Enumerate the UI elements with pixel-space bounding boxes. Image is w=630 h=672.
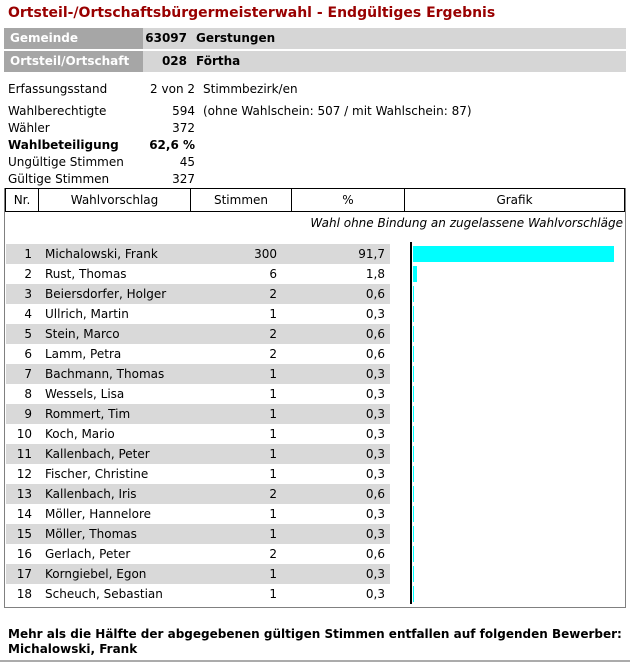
info-band-name: Förtha — [196, 54, 241, 68]
info-band-value — [143, 28, 626, 49]
candidate-nr: 15 — [16, 527, 32, 541]
candidate-percent: 0,3 — [365, 567, 385, 581]
candidate-percent: 0,6 — [365, 547, 385, 561]
candidate-bar — [413, 506, 414, 522]
candidate-bar — [413, 586, 414, 602]
candidate-bar — [413, 546, 414, 562]
info-band-code: 028 — [161, 54, 187, 68]
stat-value: 327 — [172, 172, 195, 186]
candidate-nr: 7 — [24, 367, 32, 381]
candidate-percent: 91,7 — [358, 247, 385, 261]
candidate-name: Kallenbach, Iris — [45, 487, 137, 501]
candidate-bar — [413, 566, 414, 582]
candidate-votes: 2 — [269, 327, 277, 341]
candidate-row-band — [6, 564, 390, 584]
candidate-nr: 5 — [24, 327, 32, 341]
candidate-bar — [413, 406, 414, 422]
candidate-name: Möller, Hannelore — [45, 507, 152, 521]
candidate-name: Michalowski, Frank — [45, 247, 158, 261]
candidate-nr: 9 — [24, 407, 32, 421]
table-header-cell: Nr. — [5, 188, 39, 212]
candidate-row-band — [6, 244, 390, 264]
candidate-nr: 1 — [24, 247, 32, 261]
candidate-percent: 0,3 — [365, 367, 385, 381]
candidate-row — [6, 464, 626, 484]
candidate-name: Koch, Mario — [45, 427, 115, 441]
table-note: Wahl ohne Bindung an zugelassene Wahlvorschläge — [310, 216, 623, 230]
candidate-bar — [413, 466, 414, 482]
candidate-votes: 1 — [269, 367, 277, 381]
stat-value: 372 — [172, 121, 195, 135]
candidate-percent: 1,8 — [365, 267, 385, 281]
candidate-bar — [413, 266, 417, 282]
candidate-bar — [413, 446, 414, 462]
stat-line — [0, 81, 630, 97]
candidate-nr: 4 — [24, 307, 32, 321]
info-band-value — [143, 51, 626, 72]
candidate-row — [6, 444, 626, 464]
candidate-votes: 2 — [269, 547, 277, 561]
candidate-bar — [413, 386, 414, 402]
candidate-percent: 0,3 — [365, 387, 385, 401]
candidate-nr: 8 — [24, 387, 32, 401]
stat-note: (ohne Wahlschein: 507 / mit Wahlschein: 87) — [203, 104, 472, 118]
candidate-votes: 6 — [269, 267, 277, 281]
candidate-row — [6, 544, 626, 564]
info-band-name: Gerstungen — [196, 31, 276, 45]
candidate-name: Scheuch, Sebastian — [45, 587, 163, 601]
candidate-percent: 0,3 — [365, 527, 385, 541]
candidate-bar — [413, 486, 414, 502]
candidate-name: Ullrich, Martin — [45, 307, 129, 321]
candidate-votes: 2 — [269, 347, 277, 361]
stat-line — [0, 137, 630, 153]
stat-label: Wähler — [8, 121, 50, 135]
stat-line — [0, 103, 630, 119]
candidate-rows — [6, 244, 626, 604]
candidate-row-band — [6, 584, 390, 604]
candidate-nr: 13 — [16, 487, 32, 501]
candidate-row — [6, 364, 626, 384]
candidate-row-band — [6, 484, 390, 504]
candidate-row-band — [6, 284, 390, 304]
candidate-row — [6, 564, 626, 584]
candidate-row-band — [6, 344, 390, 364]
candidate-percent: 0,3 — [365, 407, 385, 421]
candidate-row-band — [6, 464, 390, 484]
candidate-name: Stein, Marco — [45, 327, 120, 341]
table-header-cell: Wahlvorschlag — [38, 188, 191, 212]
candidate-percent: 0,3 — [365, 467, 385, 481]
candidate-name: Rust, Thomas — [45, 267, 127, 281]
candidate-percent: 0,6 — [365, 347, 385, 361]
stat-value: 45 — [179, 155, 195, 169]
results-table — [4, 188, 626, 608]
candidate-votes: 1 — [269, 507, 277, 521]
info-band-label: Gemeinde — [4, 28, 143, 49]
stat-value: 62,6 % — [149, 138, 195, 152]
candidate-name: Rommert, Tim — [45, 407, 131, 421]
candidate-name: Beiersdorfer, Holger — [45, 287, 167, 301]
candidate-row — [6, 484, 626, 504]
candidate-name: Wessels, Lisa — [45, 387, 125, 401]
candidate-name: Fischer, Christine — [45, 467, 149, 481]
candidate-bar — [413, 346, 414, 362]
candidate-nr: 17 — [16, 567, 32, 581]
candidate-percent: 0,3 — [365, 507, 385, 521]
candidate-name: Lamm, Petra — [45, 347, 122, 361]
page-title: Ortsteil-/Ortschaftsbürgermeisterwahl - Endgültiges Ergebnis — [8, 5, 496, 21]
table-header-cell: Grafik — [404, 188, 625, 212]
candidate-row-band — [6, 364, 390, 384]
candidate-row — [6, 384, 626, 404]
candidate-nr: 2 — [24, 267, 32, 281]
candidate-bar — [413, 426, 414, 442]
candidate-percent: 0,3 — [365, 587, 385, 601]
info-band-code: 63097 — [145, 31, 187, 45]
candidate-percent: 0,3 — [365, 447, 385, 461]
candidate-name: Gerlach, Peter — [45, 547, 131, 561]
candidate-row — [6, 524, 626, 544]
candidate-name: Möller, Thomas — [45, 527, 137, 541]
candidate-nr: 14 — [16, 507, 32, 521]
stat-line — [0, 154, 630, 170]
candidate-row-band — [6, 384, 390, 404]
candidate-row-band — [6, 324, 390, 344]
candidate-bar — [413, 286, 414, 302]
candidate-row-band — [6, 444, 390, 464]
candidate-row-band — [6, 504, 390, 524]
candidate-row — [6, 284, 626, 304]
candidate-votes: 1 — [269, 527, 277, 541]
majority-note-line2: Michalowski, Frank — [8, 642, 138, 656]
candidate-row — [6, 264, 626, 284]
candidate-votes: 1 — [269, 407, 277, 421]
candidate-row — [6, 304, 626, 324]
candidate-percent: 0,6 — [365, 487, 385, 501]
candidate-votes: 1 — [269, 307, 277, 321]
candidate-row-band — [6, 524, 390, 544]
candidate-row — [6, 504, 626, 524]
candidate-row-band — [6, 264, 390, 284]
stat-value: 2 von 2 — [150, 82, 195, 96]
candidate-percent: 0,3 — [365, 427, 385, 441]
candidate-votes: 2 — [269, 487, 277, 501]
majority-note-line1: Mehr als die Hälfte der abgegebenen gültigen Stimmen entfallen auf folgenden Bewerber: — [8, 627, 622, 641]
candidate-votes: 1 — [269, 587, 277, 601]
candidate-bar — [413, 306, 414, 322]
candidate-votes: 300 — [254, 247, 277, 261]
candidate-nr: 6 — [24, 347, 32, 361]
stat-label: Gültige Stimmen — [8, 172, 110, 186]
candidate-votes: 1 — [269, 447, 277, 461]
stat-label: Ungültige Stimmen — [8, 155, 124, 169]
candidate-bar — [413, 526, 414, 542]
candidate-row — [6, 244, 626, 264]
candidate-votes: 1 — [269, 427, 277, 441]
candidate-nr: 12 — [16, 467, 32, 481]
candidate-row-band — [6, 424, 390, 444]
candidate-percent: 0,6 — [365, 287, 385, 301]
candidate-bar — [413, 326, 414, 342]
candidate-percent: 0,6 — [365, 327, 385, 341]
candidate-row-band — [6, 404, 390, 424]
bottom-divider — [0, 660, 630, 662]
stat-label: Wahlbeteiligung — [8, 138, 119, 152]
candidate-row — [6, 324, 626, 344]
info-band — [4, 28, 626, 49]
info-band-label: Ortsteil/Ortschaft — [4, 51, 143, 72]
candidate-name: Bachmann, Thomas — [45, 367, 165, 381]
stat-label: Wahlberechtigte — [8, 104, 107, 118]
candidate-votes: 2 — [269, 287, 277, 301]
candidate-row — [6, 424, 626, 444]
candidate-row-band — [6, 304, 390, 324]
candidate-row — [6, 584, 626, 604]
candidate-name: Kallenbach, Peter — [45, 447, 150, 461]
candidate-votes: 1 — [269, 567, 277, 581]
bar-chart-axis — [410, 242, 412, 604]
candidate-nr: 18 — [16, 587, 32, 601]
candidate-nr: 11 — [16, 447, 32, 461]
candidate-row — [6, 344, 626, 364]
candidate-bar — [413, 246, 614, 262]
candidate-votes: 1 — [269, 387, 277, 401]
candidate-row — [6, 404, 626, 424]
candidate-bar — [413, 366, 414, 382]
info-band — [4, 51, 626, 72]
stat-line — [0, 120, 630, 136]
table-header-row — [5, 188, 625, 212]
candidate-percent: 0,3 — [365, 307, 385, 321]
candidate-nr: 16 — [16, 547, 32, 561]
candidate-name: Korngiebel, Egon — [45, 567, 147, 581]
candidate-row-band — [6, 544, 390, 564]
table-header-cell: Stimmen — [190, 188, 292, 212]
candidate-nr: 10 — [16, 427, 32, 441]
stat-note: Stimmbezirk/en — [203, 82, 298, 96]
stat-value: 594 — [172, 104, 195, 118]
candidate-votes: 1 — [269, 467, 277, 481]
table-header-cell: % — [291, 188, 405, 212]
stat-line — [0, 171, 630, 187]
stat-label: Erfassungsstand — [8, 82, 108, 96]
candidate-nr: 3 — [24, 287, 32, 301]
